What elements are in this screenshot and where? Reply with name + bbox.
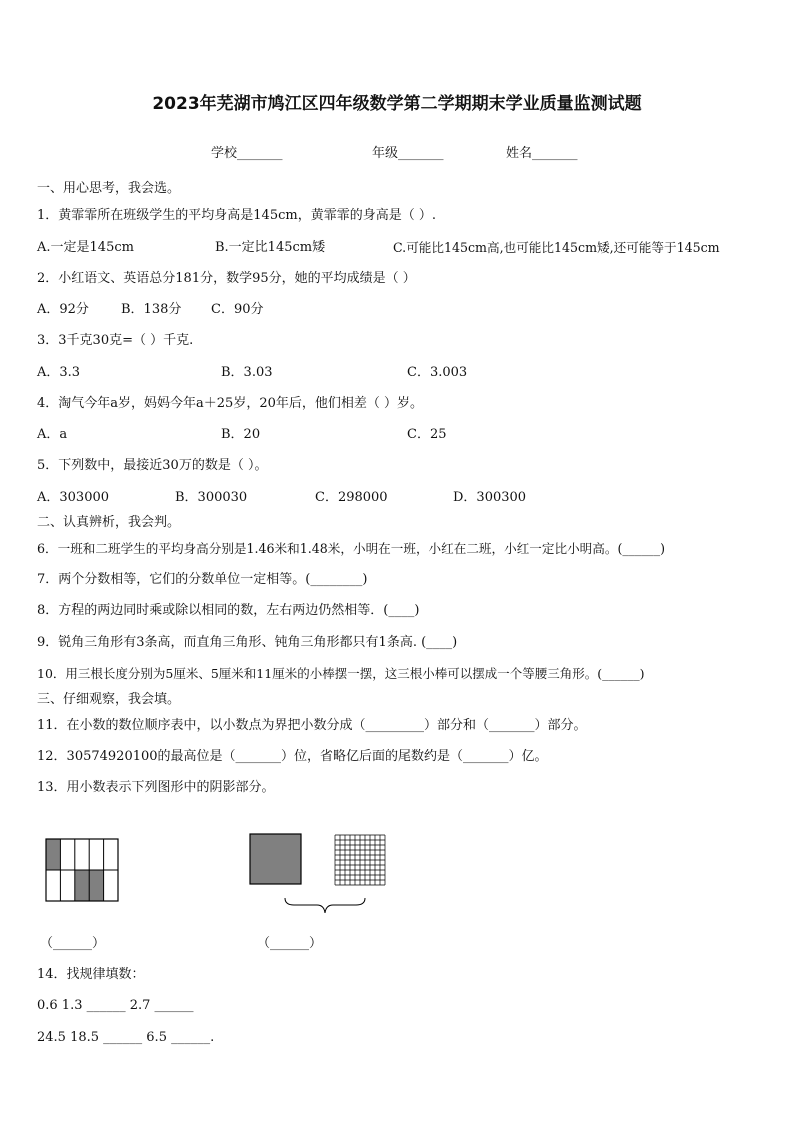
q13-answer-blank-1[interactable]: （______） (40, 936, 106, 951)
grid-cell-shaded (89, 870, 103, 901)
page-title: 2023年芜湖市鸠江区四年级数学第二学期期末学业质量监测试题 (152, 94, 642, 114)
hundred-grid-figure (334, 834, 386, 886)
q2-option-b: B．138分 (121, 302, 182, 317)
question-4: 4．淘气今年a岁，妈妈今年a＋25岁，20年后，他们相差（ ）岁。 (37, 396, 423, 411)
q1-option-a: A.一定是145cm (37, 240, 134, 255)
q14-sequence-1: 0.6 1.3 ______ 2.7 ______ (37, 998, 194, 1013)
name-field: 姓名_______ (506, 146, 578, 161)
section-3-heading: 三、仔细观察，我会填。 (37, 692, 181, 707)
q3-option-b: B．3.03 (221, 365, 273, 380)
q1-option-b: B.一定比145cm矮 (215, 240, 326, 255)
q14-sequence-2: 24.5 18.5 ______ 6.5 ______. (37, 1030, 215, 1045)
q2-option-a: A．92分 (37, 302, 89, 317)
question-13: 13．用小数表示下列图形中的阴影部分。 (37, 780, 275, 795)
question-6: 6．一班和二班学生的平均身高分别是1.46米和1.48米，小明在一班，小红在二班，小红一定比小明高。(______) (37, 541, 666, 556)
grade-field: 年级_______ (372, 146, 444, 161)
brace (284, 897, 366, 915)
q5-option-d: D．300300 (453, 490, 527, 505)
fraction-grid-figure (45, 838, 119, 902)
question-2: 2．小红语文、英语总分181分，数学95分，她的平均成绩是（ ） (37, 271, 416, 286)
q5-option-a: A．303000 (37, 490, 110, 505)
q1-option-c: C.可能比145cm高,也可能比145cm矮,还可能等于145cm (393, 240, 720, 255)
q4-option-a: A．a (37, 427, 68, 442)
q2-option-c: C．90分 (211, 302, 264, 317)
question-12: 12．30574920100的最高位是（_______）位，省略亿后面的尾数约是（_______）亿。 (37, 749, 548, 764)
q4-option-c: C．25 (407, 427, 447, 442)
question-3: 3．3千克30克=（ ）千克. (37, 333, 194, 348)
school-field: 学校_______ (211, 146, 283, 161)
grid-cell-shaded (75, 870, 89, 901)
grid-cell-shaded (46, 839, 60, 870)
question-10: 10．用三根长度分别为5厘米、5厘米和11厘米的小棒摆一摆，这三根小棒可以摆成一个等腰三角形。(______) (37, 666, 645, 681)
question-7: 7．两个分数相等，它们的分数单位一定相等。(________) (37, 572, 368, 587)
question-14: 14．找规律填数： (37, 967, 145, 982)
question-1: 1．黄霏霏所在班级学生的平均身高是145cm，黄霏霏的身高是（ ）. (37, 208, 436, 223)
q3-option-c: C．3.003 (407, 365, 468, 380)
question-5: 5．下列数中，最接近30万的数是（ ）。 (37, 458, 268, 473)
question-9: 9．锐角三角形有3条高，而直角三角形、钝角三角形都只有1条高. (____) (37, 635, 458, 650)
shaded-square (250, 834, 301, 884)
q13-answer-blank-2[interactable]: （______） (257, 936, 323, 951)
section-2-heading: 二、认真辨析，我会判。 (37, 515, 181, 530)
q3-option-a: A．3.3 (37, 365, 81, 380)
section-1-heading: 一、用心思考，我会选。 (37, 181, 181, 196)
question-11: 11．在小数的数位顺序表中，以小数点为界把小数分成（_________）部分和（_______）部分。 (37, 718, 587, 733)
q5-option-b: B．300030 (175, 490, 248, 505)
q4-option-b: B．20 (221, 427, 261, 442)
q5-option-c: C．298000 (315, 490, 388, 505)
shaded-square-figure (249, 833, 302, 885)
question-8: 8．方程的两边同时乘或除以相同的数，左右两边仍然相等．(____) (37, 603, 420, 618)
